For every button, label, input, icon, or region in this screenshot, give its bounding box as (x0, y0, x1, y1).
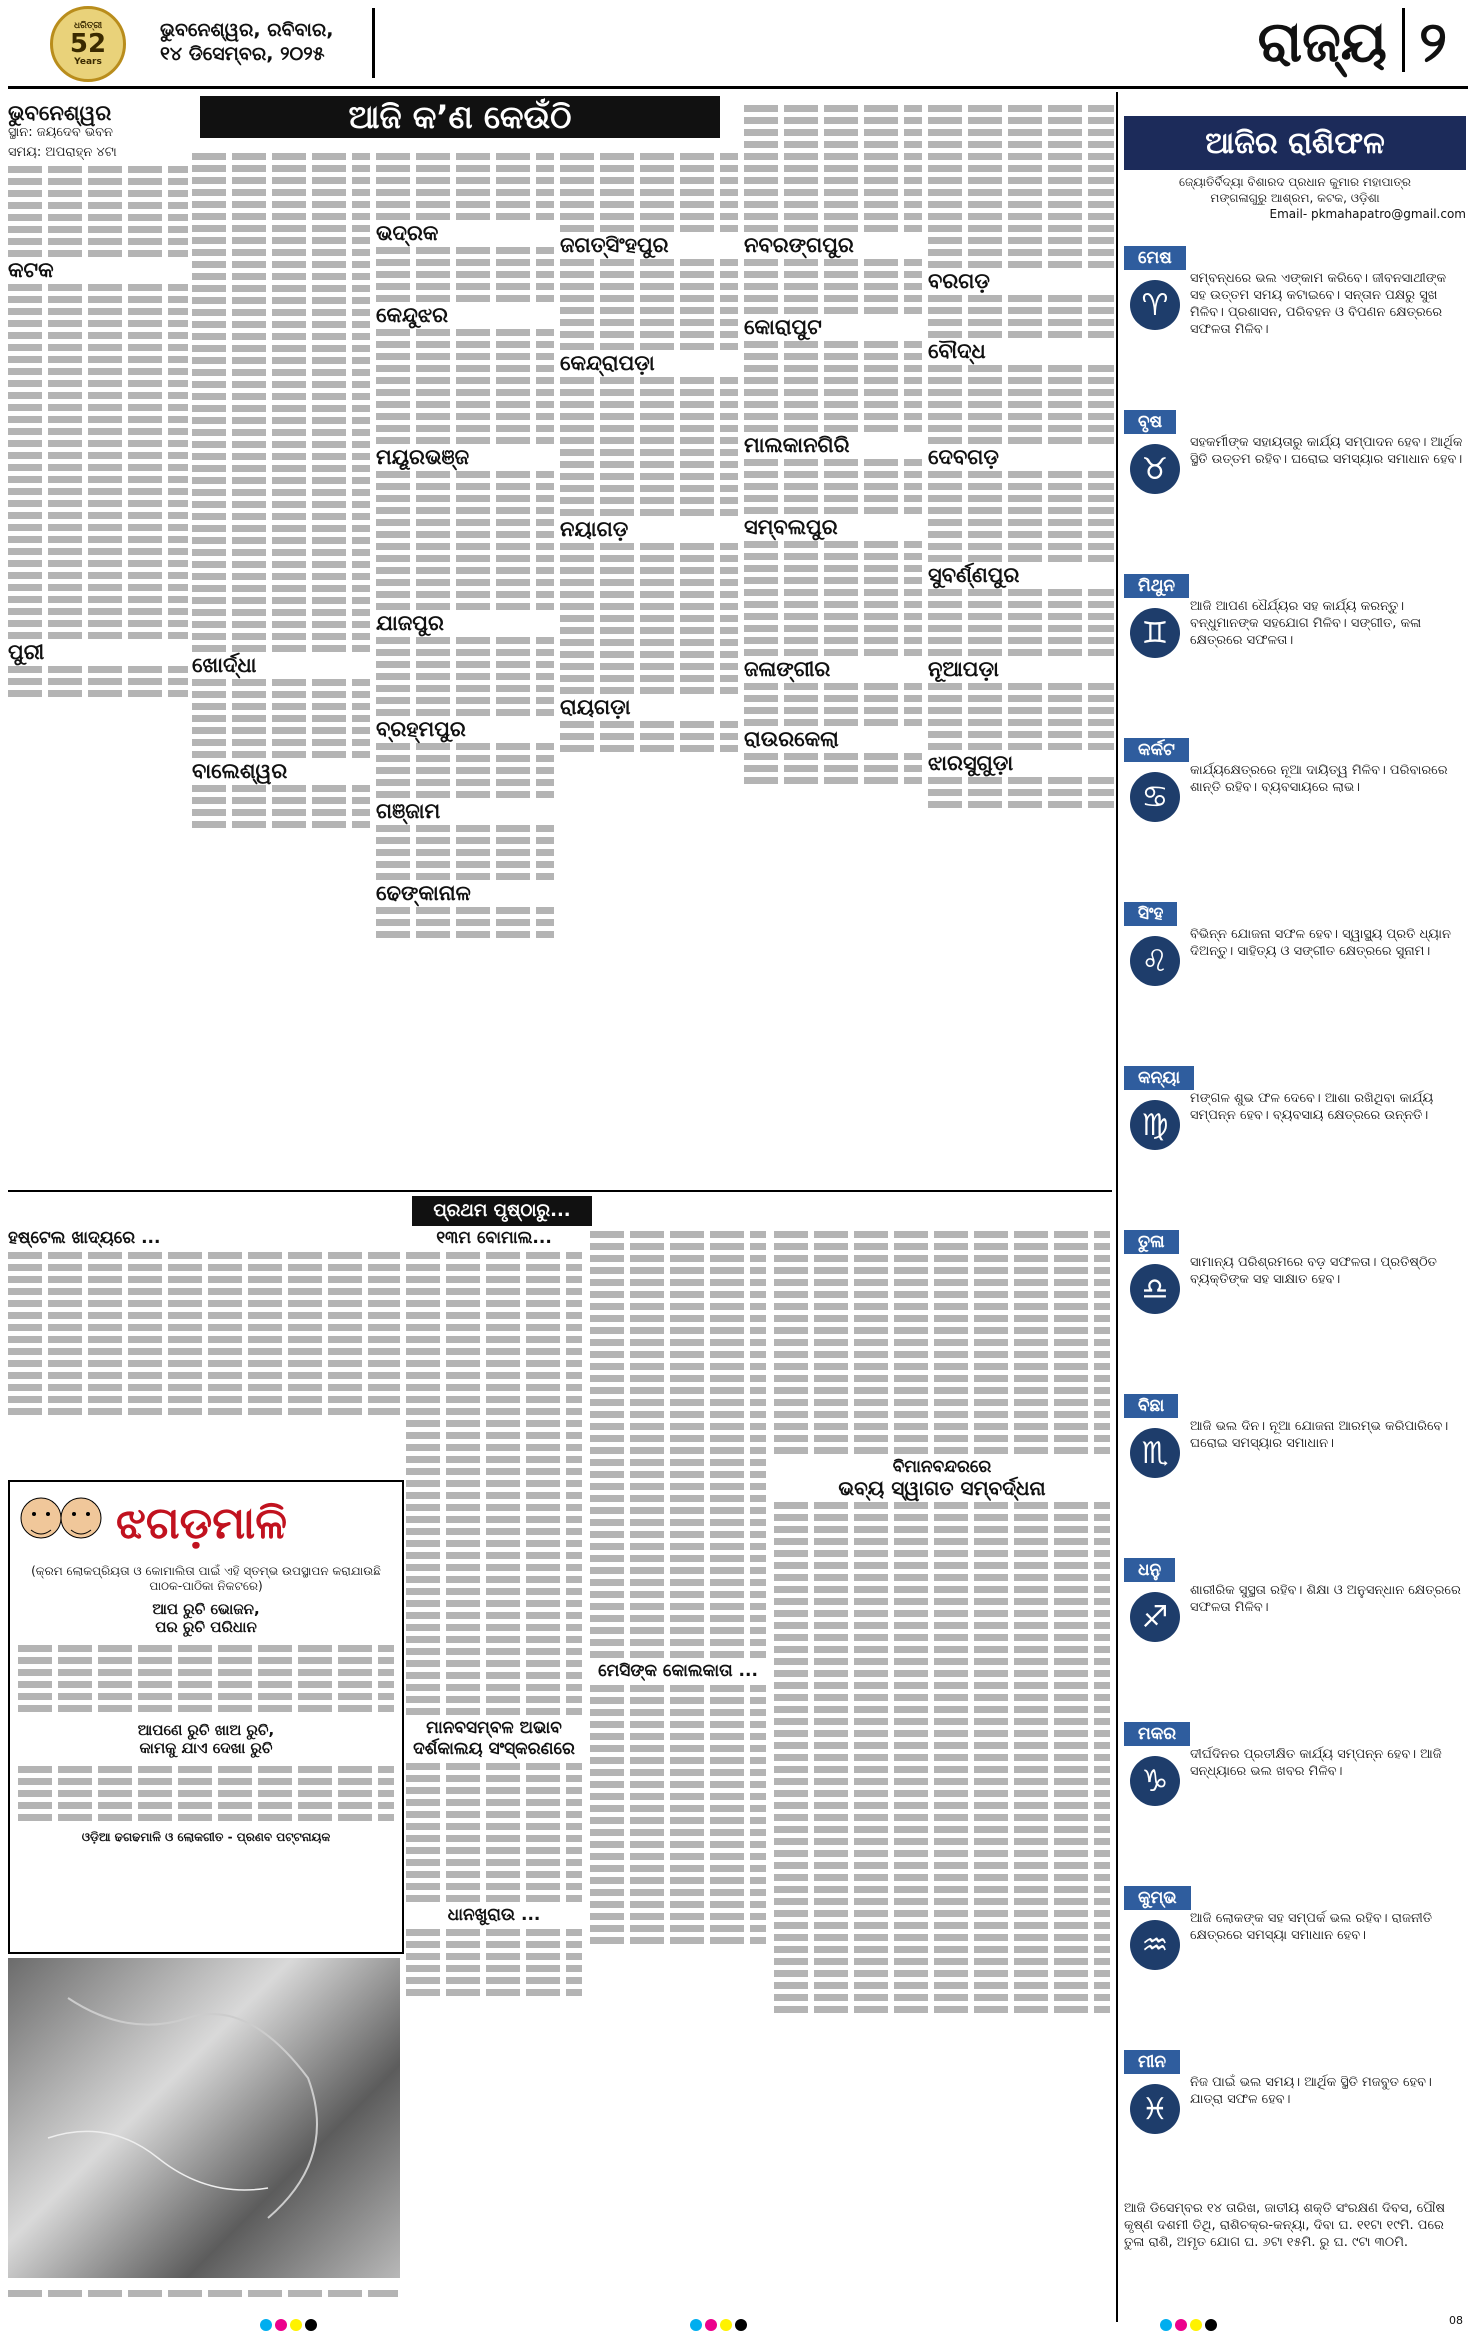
rashi-text: ସହକର୍ମୀଙ୍କ ସହାୟତାରୁ କାର୍ଯ୍ୟ ସମ୍ପାଦନ ହେବ। ଆର୍ଥିକ ସ୍ଥିତି ଉତ୍ତମ ରହିବ। ଘରୋଇ ସମସ୍ୟାର ସମାଧାନ ହେବ। (1190, 435, 1463, 467)
jhagadamali-subtitle: (କ୍ରମ ଲୋକପ୍ରିୟତା ଓ କୋମାଲିତା ପାଇଁ ଏହି ସ୍ତମ୍ଭ ଉପସ୍ଥାପନ କରାଯାଉଛି ପାଠକ-ପାଠିକା ନିକଟରେ) (31, 1564, 381, 1593)
rashi-text: ବିଭିନ୍ନ ଯୋଜନା ସଫଳ ହେବ। ସ୍ୱାସ୍ଥ୍ୟ ପ୍ରତି ଧ୍ୟାନ ଦିଅନ୍ତୁ। ସାହିତ୍ୟ ଓ ସଙ୍ଗୀତ କ୍ଷେତ୍ରରେ ସୁନାମ। (1190, 927, 1451, 959)
city-heading: କେନ୍ଦୁଝର (376, 303, 449, 327)
city-heading: ବରଗଡ଼ (928, 269, 990, 293)
rashi-name: ମୀନ (1124, 2050, 1180, 2074)
rashi-text: ଆଜି ଲୋକଙ୍କ ସହ ସମ୍ପର୍କ ଭଲ ରହିବ। ରାଜନୀତି କ୍ଷେତ୍ରରେ ସମସ୍ୟା ସମାଧାନ ହେବ। (1190, 1911, 1433, 1943)
bomb-article (406, 1226, 582, 2322)
rashifal-title: ଆଜିର ରାଶିଫଳ (1124, 116, 1466, 170)
city-heading: ନୟାଗଡ଼ (560, 517, 629, 541)
libra-icon: ♎ (1130, 1264, 1180, 1314)
registration-marks (1160, 2319, 1217, 2331)
article-heading: ମେସିଙ୍କ କୋଲକାତା ... (598, 1661, 758, 1681)
event-time: ସମୟ: ଅପରାହ୍ନ ୪ଟା (8, 145, 117, 160)
rashi-mithuna (1124, 574, 1466, 682)
jhagadamali-tagline-3: ଆପଣେ ରୁଚି ଖାଅ ରୁଚି, (137, 1721, 275, 1739)
rashi-name: କର୍କଟ (1124, 738, 1189, 762)
logo-name: ଧରିତ୍ରୀ (73, 21, 103, 31)
cartoon-faces-icon (16, 1488, 106, 1558)
pisces-icon: ♓ (1130, 2084, 1180, 2134)
jhagadamali-tagline-2: ପର ରୁଚି ପରିଧାନ (155, 1618, 257, 1636)
page-code: 08 (1449, 2314, 1463, 2327)
taurus-icon: ♉ (1130, 444, 1180, 494)
rashi-tula (1124, 1230, 1466, 1338)
city-heading: ଢେଙ୍କାନାଳ (376, 881, 471, 905)
rashi-name: ସିଂହ (1124, 902, 1177, 926)
city-heading: ଝାରସୁଗୁଡ଼ା (928, 751, 1014, 775)
jhagadamali-title: ଝଗଡ଼ମାଳି (116, 1497, 287, 1549)
city-heading: ସମ୍ବଲପୁର (744, 515, 838, 539)
astrologer-address: ମଙ୍ଗଳାଗୁରୁ ଆଶ୍ରମ, କଟକ, ଓଡ଼ିଶା (1210, 191, 1380, 205)
section-divider (1402, 8, 1405, 72)
jhagadamali-box (8, 1480, 404, 1954)
sagittarius-icon: ♐ (1130, 1592, 1180, 1642)
newspaper-logo (50, 6, 126, 82)
rashi-text: ସମ୍ବନ୍ଧରେ ଭଲ ଏଙ୍କାମ କରିବେ। ଜୀବନସାଥୀଙ୍କ ସହ ଉତ୍ତମ ସମୟ କଟାଇବେ। ସନ୍ତାନ ପକ୍ଷରୁ ସୁଖ ମିଳିବ। ପ୍ରଶାସନ, ପରିବହନ ଓ ବିପଣନ କ୍ଷେତ୍ରରେ ସଫଳତା ମିଳିବ। (1190, 271, 1447, 337)
scorpio-icon: ♏ (1130, 1428, 1180, 1478)
article-heading: ଭବ୍ୟ ସ୍ୱାଗତ ସମ୍ବର୍ଦ୍ଧନା (838, 1476, 1046, 1500)
article-heading: ମାନବସମ୍ବଳ ଅଭାବ (426, 1718, 562, 1738)
rashi-kanya (1124, 1066, 1466, 1174)
city-heading: କୋରାପୁଟ (744, 315, 822, 339)
article-heading: ଧାନଖୁରାଉ ... (447, 1905, 541, 1925)
city-heading: ରାୟଗଡ଼ା (560, 695, 631, 719)
city-heading: ମୟୂରଭଞ୍ଜ (376, 445, 470, 469)
rashi-name: ମକର (1124, 1722, 1190, 1746)
front-page-banner: ପ୍ରଥମ ପୃଷ୍ଠାରୁ... (412, 1196, 592, 1226)
hostel-article (8, 1226, 400, 1496)
rashi-name: ବୃଷ (1124, 410, 1176, 434)
rashi-kumbha (1124, 1886, 1466, 1994)
city-heading: ନବରଙ୍ଗପୁର (744, 233, 854, 257)
satellite-weather-image (8, 1958, 400, 2278)
rashi-text: ମଙ୍ଗଳ ଶୁଭ ଫଳ ଦେବେ। ଆଶା ରଖିଥିବା କାର୍ଯ୍ୟ ସମ୍ପନ୍ନ ହେବ। ବ୍ୟବସାୟ କ୍ଷେତ୍ରରେ ଉନ୍ନତି। (1190, 1091, 1434, 1123)
rashifal-divider (1116, 92, 1118, 2322)
city-heading: ପୁରୀ (8, 640, 45, 664)
city-heading: କେନ୍ଦ୍ରାପଡ଼ା (560, 351, 655, 375)
date-line-1: ଭୁବନେଶ୍ୱର, ରବିବାର, (160, 19, 334, 41)
leo-icon: ♌ (1130, 936, 1180, 986)
rashi-text: ଶାରୀରିକ ସୁସ୍ଥତା ରହିବ। ଶିକ୍ଷା ଓ ଅନୁସନ୍ଧାନ କ୍ଷେତ୍ରରେ ସଫଳତା ମିଳିବ। (1190, 1583, 1461, 1615)
rashi-name: ଧନୁ (1124, 1558, 1175, 1582)
city-heading: ନୂଆପଡ଼ା (928, 657, 999, 681)
article-heading: ଦର୍ଶକାଲୟ ସଂସ୍କରଣରେ (413, 1739, 575, 1759)
rashi-text: ସାମାନ୍ୟ ପରିଶ୍ରମରେ ବଡ଼ ସଫଳତା। ପ୍ରତିଷ୍ଠିତ ବ୍ୟକ୍ତିଙ୍କ ସହ ସାକ୍ଷାତ ହେବ। (1190, 1255, 1437, 1287)
rashi-name: ତୁଳା (1124, 1230, 1179, 1254)
events-column-6 (928, 100, 1114, 1210)
rashi-name: ମେଷ (1124, 246, 1186, 270)
city-heading: ରାଉରକେଲା (744, 727, 839, 751)
city-heading: ଖୋର୍ଦ୍ଧା (192, 653, 257, 677)
rashi-name: ବିଛା (1124, 1394, 1178, 1418)
rashi-mesha (1124, 246, 1466, 354)
city-heading: ବୌଦ୍ଧ (928, 339, 986, 363)
page-number: ୨ (1419, 10, 1447, 75)
gemini-icon: ♊ (1130, 608, 1180, 658)
event-place: ସ୍ଥାନ: ଜୟଦେବ ଭବନ (8, 125, 113, 140)
jhagadamali-tagline-4: କାମକୁ ଯାଏ ଦେଖା ରୁଚି (139, 1739, 273, 1757)
rashi-text: ଆଜି ଆପଣ ଧୈର୍ଯ୍ୟର ସହ କାର୍ଯ୍ୟ କରନ୍ତୁ। ବନ୍ଧୁମାନଙ୍କ ସହଯୋଗ ମିଳିବ। ସଙ୍ଗୀତ, କଳା କ୍ଷେତ୍ରରେ ସଫଳତା। (1190, 599, 1422, 648)
rashi-name: କୁମ୍ଭ (1124, 1886, 1191, 1910)
airport-article (774, 1226, 1110, 2322)
logo-number: 52 (69, 29, 107, 59)
events-column-4 (560, 148, 738, 1208)
city-heading: ଗଞ୍ଜାମ (376, 799, 441, 823)
city-heading: ଦେବଗଡ଼ (928, 445, 999, 469)
capricorn-icon: ♑ (1130, 1756, 1180, 1806)
masthead-divider (372, 8, 375, 78)
section-title: ରାଜ୍ୟ (1257, 10, 1387, 75)
city-heading: ଭୁବନେଶ୍ୱର (8, 101, 112, 125)
city-heading: ବାଲେଶ୍ୱର (192, 759, 288, 783)
rashi-simha (1124, 902, 1466, 1010)
article-heading: ବିମାନବନ୍ଦରରେ (892, 1457, 992, 1477)
city-heading: ସୁବର୍ଣ୍ଣପୁର (928, 563, 1020, 587)
events-banner: ଆଜି କ’ଣ କେଉଁଠି (200, 96, 720, 138)
rashi-text: କାର୍ଯ୍ୟକ୍ଷେତ୍ରରେ ନୂଆ ଦାୟିତ୍ୱ ମିଳିବ। ପରିବାରରେ ଶାନ୍ତି ରହିବ। ବ୍ୟବସାୟରେ ଲାଭ। (1190, 763, 1448, 795)
events-column-1 (8, 100, 188, 1130)
city-heading: ଜଗତ୍‌ସିଂହପୁର (560, 233, 669, 257)
messi-article (590, 1226, 766, 2322)
astrologer-email: Email- pkmahapatro@gmail.com (1269, 207, 1466, 221)
jhagadamali-tagline-1: ଆପ ରୁଚି ଭୋଜନ, (152, 1600, 260, 1618)
jhagadamali-header (10, 1482, 402, 1564)
rashi-text: ଆଜି ଭଲ ଦିନ। ନୂଆ ଯୋଜନା ଆରମ୍ଭ କରିପାରିବେ। ଘରୋଇ ସମସ୍ୟାର ସମାଧାନ। (1190, 1419, 1449, 1451)
dateline (160, 18, 334, 66)
rashi-name: କନ୍ୟା (1124, 1066, 1194, 1090)
article-heading: ୧୩ମ ବୋମାଲ... (436, 1228, 552, 1248)
rashi-brusha (1124, 410, 1466, 518)
city-heading: ଜଳାଙ୍ଗୀର (744, 657, 831, 681)
rashi-karkata (1124, 738, 1466, 846)
aries-icon: ♈ (1130, 280, 1180, 330)
virgo-icon: ♍ (1130, 1100, 1180, 1150)
aquarius-icon: ♒ (1130, 1920, 1180, 1970)
events-column-3 (376, 148, 554, 1208)
masthead-rule (8, 86, 1468, 89)
city-heading: କଟକ (8, 258, 54, 282)
city-heading: ଯାଜପୁର (376, 611, 444, 635)
registration-marks (260, 2319, 317, 2331)
city-heading: ମାଲକାନଗିରି (744, 433, 850, 457)
logo-years: Years (74, 57, 102, 67)
astrologer-name: ଜ୍ୟୋତିର୍ବିଦ୍ୟା ବିଶାରଦ ପ୍ରଧାନ କୁମାର ମହାପାତ୍ର (1179, 175, 1411, 189)
city-heading: ଭଦ୍ରକ (376, 221, 439, 245)
rashi-name: ମିଥୁନ (1124, 574, 1189, 598)
rashi-makara (1124, 1722, 1466, 1830)
events-column-2 (192, 148, 370, 1128)
rashi-text: ଦୀର୍ଘଦିନର ପ୍ରତୀକ୍ଷିତ କାର୍ଯ୍ୟ ସମ୍ପନ୍ନ ହେବ। ଆଜି ସନ୍ଧ୍ୟାରେ ଭଲ ଖବର ମିଳିବ। (1190, 1747, 1442, 1779)
date-line-2: ୧୪ ଡିସେମ୍ବର, ୨୦୨୫ (160, 43, 325, 65)
events-bottom-rule (8, 1190, 1112, 1192)
article-heading: ହଷ୍ଟେଲ ଖାଦ୍ୟରେ ... (8, 1228, 161, 1248)
rashi-bichha (1124, 1394, 1466, 1502)
rashi-dhanu (1124, 1558, 1466, 1666)
city-heading: ବ୍ରହ୍ମପୁର (376, 717, 466, 741)
cancer-icon: ♋ (1130, 772, 1180, 822)
registration-marks (690, 2319, 747, 2331)
events-column-5 (744, 100, 922, 1210)
rashi-meena (1124, 2050, 1466, 2158)
jhagadamali-credit: ଓଡ଼ିଆ ଢଗଢମାଳି ଓ ଲୋକଗୀତ - ପ୍ରଣବ ପଟ୍ଟନାୟକ (81, 1830, 331, 1844)
panjika-note: ଆଜି ଡିସେମ୍ବର ୧୪ ତାରିଖ, ଜାତୀୟ ଶକ୍ତି ସଂରକ୍ଷଣ ଦିବସ, ପୌଷ କୃଷ୍ଣ ଦଶମୀ ତିଥି, ରାଶିଚକ୍ର-କନ୍ୟା, ଦିବା ଘ. ୧୧ଟା ୧୯ମି. ପରେ ତୁଳା ରାଶି, ଅମୃତ ଯୋଗ ଘ. ୬ଟା ୧୫ମି. ରୁ ଘ. ୯ଟା ୩୦ମି. (1124, 2201, 1446, 2250)
rashi-text: ନିଜ ପାଇଁ ଭଲ ସମୟ। ଆର୍ଥିକ ସ୍ଥିତି ମଜବୁତ ହେବ। ଯାତ୍ରା ସଫଳ ହେବ। (1190, 2075, 1432, 2107)
